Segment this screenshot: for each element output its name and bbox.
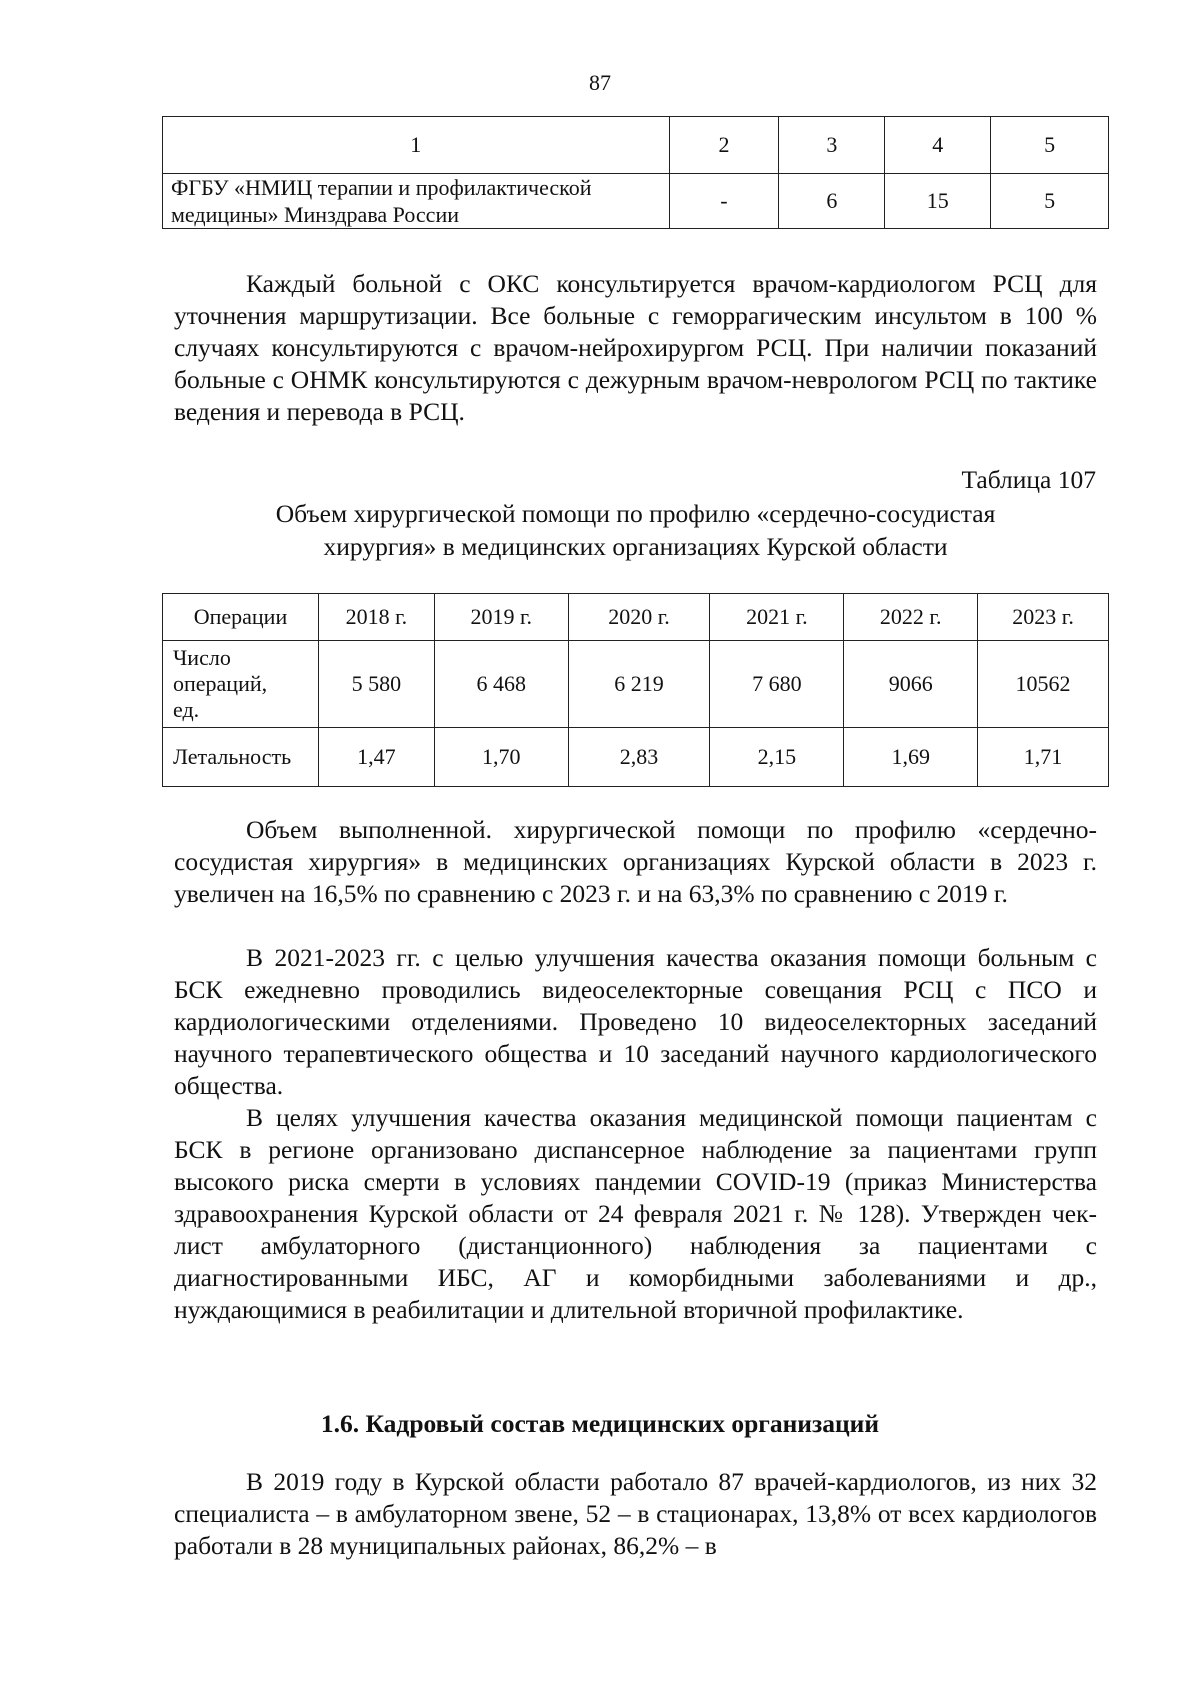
table-header-row (163, 594, 1109, 641)
table-header-cell: 2018 г. (318, 594, 434, 641)
table-header-cell: 2021 г. (710, 594, 844, 641)
table-cell: 6 (779, 174, 885, 229)
table-cell: 6 219 (568, 641, 710, 728)
table-row (163, 641, 1109, 728)
table-row (163, 174, 1109, 229)
table-cell: 2,83 (568, 728, 710, 787)
table-cell: 1,71 (978, 728, 1109, 787)
table-header-cell: 4 (885, 117, 991, 174)
table-header-cell: 5 (991, 117, 1109, 174)
surgery-volume-table (162, 593, 1109, 787)
row-label-cell: Летальность (163, 728, 319, 787)
table-cell: 1,47 (318, 728, 434, 787)
continued-table (162, 116, 1109, 229)
table-title-line: Объем хирургической помощи по профилю «сердечно-сосудистая (275, 499, 996, 528)
table-header-cell: 2023 г. (978, 594, 1109, 641)
table-header-cell: 1 (163, 117, 670, 174)
table-title-line: хирургия» в медицинских организациях Курской области (323, 532, 948, 561)
table-label: Таблица 107 (961, 465, 1096, 494)
table-header-cell: 2022 г. (844, 594, 978, 641)
table-cell: - (669, 174, 779, 229)
table-cell: 15 (885, 174, 991, 229)
table-header-row (163, 117, 1109, 174)
row-label-line: операций, (173, 671, 268, 696)
table-header-cell: 2019 г. (434, 594, 568, 641)
table-cell: 6 468 (434, 641, 568, 728)
paragraph-surgery-volume: Объем выполненной. хирургической помощи по профилю «сердечно-сосудистая хирургия» в медицинских организациях Курской области в 2023 г. увеличен на 16,5% по сравнению с 2023 г. и на 63,3% по сравнению с 2019 г. (174, 815, 1097, 908)
table-cell: 5 580 (318, 641, 434, 728)
section-heading: 1.6. Кадровый состав медицинских организаций (320, 1409, 880, 1438)
table-cell: 2,15 (710, 728, 844, 787)
table-header-cell: 2020 г. (568, 594, 710, 641)
organization-cell: ФГБУ «НМИЦ терапии и профилактической медицины» Минздрава России (163, 174, 670, 229)
table-cell: 7 680 (710, 641, 844, 728)
table-header-cell: 2 (669, 117, 779, 174)
row-label-line: Число (173, 645, 231, 670)
table-row (163, 728, 1109, 787)
table-header-cell: Операции (163, 594, 319, 641)
table-cell: 5 (991, 174, 1109, 229)
table-cell: 1,69 (844, 728, 978, 787)
paragraph-videoconferences: В 2021-2023 гг. с целью улучшения качества оказания помощи больным с БСК ежедневно проводились видеоселекторные совещания РСЦ с ПСО и кардиологическими отделениями. Проведено 10 видеоселекторных заседаний научного терапевтического общества и 10 заседаний научного кардиологического общества. (174, 943, 1097, 1100)
table-cell: 1,70 (434, 728, 568, 787)
paragraph-dispensary: В целях улучшения качества оказания медицинской помощи пациентам с БСК в регионе организовано диспансерное наблюдение за пациентами групп высокого риска смерти в условиях пандемии COVID-19 (приказ Министерства здравоохранения Курской области от 24 февраля 2021 г. № 128). Утвержден чек-лист амбулаторного (дистанционного) наблюдения за пациентами с диагностированными ИБС, АГ и коморбидными заболеваниями и др., нуждающимися в реабилитации и длительной вторичной профилактике. (174, 1103, 1097, 1324)
table-header-cell: 3 (779, 117, 885, 174)
table-cell: 10562 (978, 641, 1109, 728)
row-label-cell (163, 641, 319, 728)
paragraph-cardiologists: В 2019 году в Курской области работало 87 врачей-кардиологов, из них 32 специалиста – в амбулаторном звене, 52 – в стационарах, 13,8% от всех кардиологов работали в 28 муниципальных районах, 86,2% – в (174, 1467, 1097, 1560)
table-cell: 9066 (844, 641, 978, 728)
table-title (174, 497, 1097, 563)
row-label-line: ед. (173, 697, 200, 722)
page-number: 87 (589, 70, 611, 95)
paragraph-consultation: Каждый больной с ОКС консультируется врачом-кардиологом РСЦ для уточнения маршрутизации. Все больные с геморрагическим инсультом в 100 % случаях консультируются с врачом-нейрохирургом РСЦ. При наличии показаний больные с ОНМК консультируются с дежурным врачом-неврологом РСЦ по тактике ведения и перевода в РСЦ. (174, 269, 1097, 426)
